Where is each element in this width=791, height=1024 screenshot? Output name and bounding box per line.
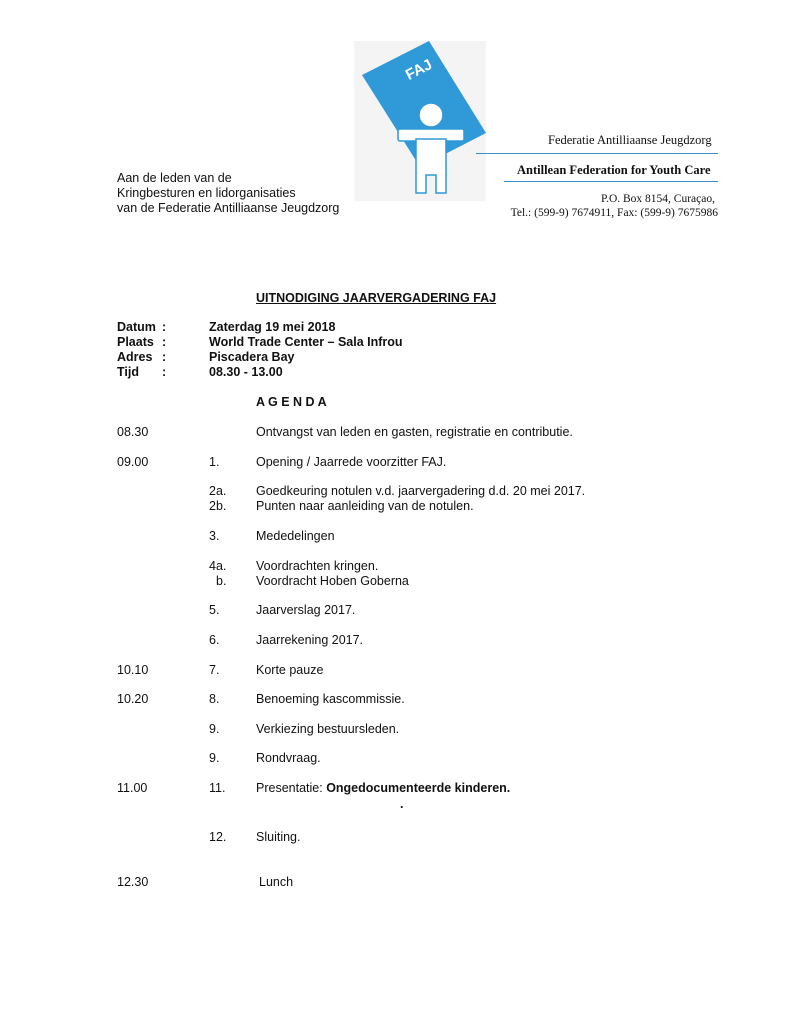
- detail-label-datum: Datum: [117, 320, 156, 334]
- detail-value-adres: Piscadera Bay: [209, 350, 295, 364]
- agenda-item-text: Mededelingen: [256, 529, 335, 543]
- header-rule-top: [476, 153, 718, 154]
- agenda-item-text: Ontvangst van leden en gasten, registratie en contributie.: [256, 425, 573, 439]
- contact-line: Tel.: (599-9) 7674911, Fax: (599-9) 7675986: [510, 207, 718, 219]
- agenda-item-number: 1.: [209, 455, 220, 469]
- agenda-item-number: 12.: [209, 830, 227, 844]
- agenda-time: 10.10: [117, 663, 149, 677]
- agenda-item-emphasis: Ongedocumenteerde kinderen.: [326, 781, 511, 795]
- agenda-item-number: 7.: [209, 663, 220, 677]
- detail-label-tijd: Tijd: [117, 365, 139, 379]
- detail-value-plaats: World Trade Center – Sala Infrou: [209, 335, 403, 349]
- agenda-item-number: 8.: [209, 692, 220, 706]
- faj-logo-graphic: [354, 41, 486, 201]
- detail-value-tijd: 08.30 - 13.00: [209, 365, 283, 379]
- agenda-item-number: 2b.: [209, 499, 227, 513]
- agenda-item-text: Lunch: [259, 875, 294, 889]
- agenda-item-text: Opening / Jaarrede voorzitter FAJ.: [256, 455, 447, 469]
- agenda-item-text: Benoeming kascommissie.: [256, 692, 405, 706]
- address-line-2: Kringbesturen en lidorganisaties: [117, 186, 296, 200]
- agenda-item-number: 11.: [209, 781, 226, 795]
- agenda-item-number: 4a.: [209, 559, 227, 573]
- org-name-nl: Federatie Antilliaanse Jeugdzorg: [548, 133, 712, 147]
- detail-sep: :: [162, 335, 167, 349]
- header-rule-bottom: [504, 181, 718, 182]
- detail-sep: :: [162, 320, 167, 334]
- faj-logo: [354, 41, 486, 201]
- agenda-item-text: Sluiting.: [256, 830, 301, 844]
- agenda-time: 09.00: [117, 455, 149, 469]
- agenda-item-text: Punten naar aanleiding van de notulen.: [256, 499, 474, 513]
- stray-dot: .: [400, 797, 404, 811]
- agenda-item-prefix: Presentatie:: [256, 781, 327, 795]
- detail-sep: :: [162, 350, 167, 364]
- agenda-item-number: b.: [216, 574, 227, 588]
- agenda-item-number: 3.: [209, 529, 220, 543]
- agenda-time: 10.20: [117, 692, 149, 706]
- agenda-time: 11.00: [117, 781, 148, 795]
- pobox: P.O. Box 8154, Curaçao,: [600, 193, 715, 205]
- agenda-item-text: Voordracht Hoben Goberna: [256, 574, 409, 588]
- agenda-item-number: 5.: [209, 603, 220, 617]
- agenda-item-text: [256, 781, 510, 795]
- address-line-3: van de Federatie Antilliaanse Jeugdzorg: [117, 201, 340, 215]
- detail-label-plaats: Plaats: [117, 335, 154, 349]
- agenda-item-text: Goedkeuring notulen v.d. jaarvergadering d.d. 20 mei 2017.: [256, 484, 586, 498]
- agenda-item-text: Jaarrekening 2017.: [256, 633, 364, 647]
- detail-sep: :: [162, 365, 167, 379]
- agenda-item-text: Voordrachten kringen.: [256, 559, 379, 573]
- document-title: UITNODIGING JAARVERGADERING FAJ: [256, 291, 497, 305]
- logo-text: FAJ: [402, 56, 436, 84]
- agenda-time: 12.30: [117, 875, 149, 889]
- org-name-en: Antillean Federation for Youth Care: [517, 163, 711, 177]
- address-line-1: Aan de leden van de: [117, 171, 232, 185]
- agenda-item-text: Jaarverslag 2017.: [256, 603, 356, 617]
- agenda-item-text: Korte pauze: [256, 663, 324, 677]
- detail-value-datum: Zaterdag 19 mei 2018: [209, 320, 336, 334]
- agenda-item-text: Verkiezing bestuursleden.: [256, 722, 400, 736]
- agenda-item-number: 6.: [209, 633, 220, 647]
- agenda-heading: A G E N D A: [256, 395, 327, 409]
- agenda-item-number: 9.: [209, 751, 220, 765]
- detail-label-adres: Adres: [117, 350, 153, 364]
- agenda-time: 08.30: [117, 425, 149, 439]
- agenda-item-text: Rondvraag.: [256, 751, 321, 765]
- agenda-item-number: 2a.: [209, 484, 227, 498]
- agenda-item-number: 9.: [209, 722, 220, 736]
